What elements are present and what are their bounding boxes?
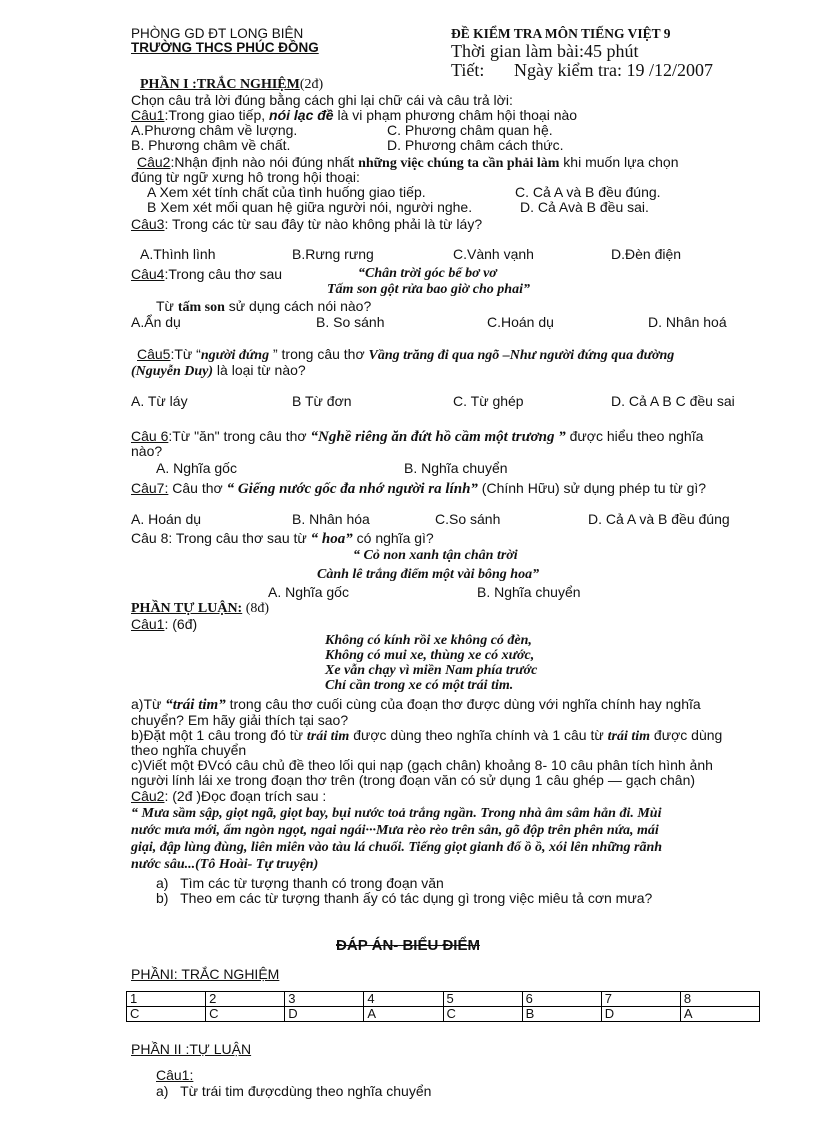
q1-option-a: A.Phương châm về lượng.	[131, 122, 298, 138]
c2-passage-line1: “ Mưa sầm sập, giọt ngã, giọt bay, bụi nước toả trắng ngần. Trong nhà âm sâm hẳn đi. Mùi	[131, 806, 662, 821]
answer-value-8: A	[680, 1007, 759, 1022]
q3-label: Câu3	[131, 216, 165, 232]
c2-question-a: a) Tìm các từ tượng thanh có trong đoạn văn	[156, 875, 444, 891]
header-exam-date: Ngày kiểm tra: 19 /12/2007	[514, 60, 713, 80]
q8-text-post: có nghĩa gì?	[352, 530, 434, 546]
q1-label: Câu1	[131, 107, 165, 123]
c1-poem-line3: Xe vẫn chạy vì miền Nam phía trước	[325, 663, 538, 678]
q3-text: : Trong các từ sau đây từ nào không phải là từ láy?	[164, 216, 483, 232]
q5-text-pre: :Từ “	[170, 346, 201, 362]
c1a-text-pre: a)Từ	[131, 696, 166, 712]
q3-option-c: C.Vành vạnh	[453, 246, 534, 262]
q8-emphasis: “ hoa”	[310, 531, 353, 547]
c1-poem-line1: Không có kính rồi xe không có đèn,	[325, 633, 532, 648]
q8-text-pre: Trong câu thơ sau từ	[172, 530, 311, 546]
q2-option-b: B Xem xét mối quan hệ giữa người nói, người nghe.	[147, 199, 473, 215]
q2-text-pre: :Nhận định nào nói đúng nhất	[170, 154, 359, 170]
answer-value-4: A	[364, 1007, 443, 1022]
part2-heading	[131, 601, 269, 617]
q5-stem-line2	[131, 362, 306, 380]
q7-stem	[131, 480, 706, 497]
c1-question-a	[131, 696, 701, 713]
q7-verse: “ Giếng nước gốc đa nhớ người ra lính”	[226, 481, 478, 497]
part2-points: (8đ)	[242, 601, 270, 616]
q8-label: Câu 8:	[131, 530, 173, 546]
q2-option-a: A Xem xét tính chất của tình huống giao tiếp.	[147, 184, 426, 200]
q2-stem-line2: đúng từ ngữ xưng hô trong hội thoại:	[131, 169, 360, 185]
c1-label: Câu1	[131, 616, 165, 632]
c1-points: : (6đ)	[164, 616, 198, 632]
q4-option-d: D. Nhân hoá	[648, 314, 727, 330]
header-duration: Thời gian làm bài:45 phút	[451, 41, 639, 61]
q6-verse: “Nghề riêng ăn đứt hồ cầm một trương ”	[310, 429, 566, 445]
q8-option-b: B. Nghĩa chuyển	[477, 584, 581, 600]
c1-poem-line2: Không có mui xe, thùng xe có xước,	[325, 648, 535, 663]
q7-option-a: A. Hoán dụ	[131, 511, 202, 527]
q2-label: Câu2	[137, 154, 171, 170]
c1-question-c-line2: người lính lái xe trong đoạn thơ trên (trong đoạn văn có sử dụng 1 câu ghép — gạch chân)	[131, 772, 696, 788]
header-school: TRƯỜNG THCS PHÚC ĐỒNG	[131, 40, 319, 55]
c1-heading	[131, 616, 197, 632]
answer-value-3: D	[285, 1007, 364, 1022]
q6-stem	[131, 428, 703, 445]
c1-poem-line4: Chỉ cần trong xe có một trái tim.	[325, 678, 514, 693]
q4-question-post: sử dụng cách nói nào?	[224, 298, 372, 314]
c1a-text-post: trong câu thơ cuối cùng của đoạn thơ được dùng với nghĩa chính hay nghĩa	[225, 696, 701, 712]
q8-option-a: A. Nghĩa gốc	[268, 584, 349, 600]
q4-verse-line1: “Chân trời góc bể bơ vơ	[358, 266, 497, 281]
q2-option-d: D. Cả Avà B đều sai.	[520, 199, 649, 215]
c2-label: Câu2	[131, 788, 165, 804]
answer-value-5: C	[443, 1007, 522, 1022]
q6-stem-line2: nào?	[131, 443, 163, 459]
q4-verse-line2: Tấm son gột rửa bao giờ cho phai”	[327, 282, 530, 297]
c2-passage-line3: giại, đập lùng đùng, liên miên vào tàu lá chuối. Tiếng giọt gianh đổ ồ ồ, xói lên những rãnh	[131, 840, 663, 855]
answer-value-7: D	[601, 1007, 680, 1022]
q2-emphasis: những việc chúng ta cần phải làm	[358, 156, 560, 171]
c2-question-b: b) Theo em các từ tượng thanh ấy có tác dụng gì trong việc miêu tả cơn mưa?	[156, 890, 653, 906]
c1-question-c: c)Viết một ĐVcó câu chủ đề theo lối qui nạp (gạch chân) khoảng 8- 10 câu phân tích hình ảnh	[131, 757, 713, 773]
q6-label: Câu 6	[131, 428, 169, 444]
q1-emphasis: nói lạc đề	[269, 107, 334, 123]
q7-option-c: C.So sánh	[435, 511, 501, 527]
answer-number-7: 7	[601, 992, 680, 1007]
q5-text-mid: ” trong câu thơ	[269, 346, 369, 362]
q4-question-pre: Từ	[156, 298, 178, 314]
answer-part2-heading: PHẦN II :TỰ LUẬN	[131, 1041, 252, 1057]
answer-table	[126, 991, 760, 1022]
c1-question-a-line2: chuyển? Em hãy giải thích tại sao?	[131, 712, 349, 728]
answer-part1-heading: PHẦNI: TRẮC NGHIỆM	[131, 966, 280, 982]
answer-number-2: 2	[206, 992, 285, 1007]
c2-heading	[131, 788, 326, 804]
c1b-text-post: được dùng	[650, 727, 723, 743]
c2-intro: : (2đ )Đọc đoạn trích sau :	[164, 788, 327, 804]
q4-text: :Trong câu thơ sau	[164, 266, 283, 282]
q7-option-b: B. Nhân hóa	[292, 511, 370, 527]
answer-c1-heading: Câu1:	[156, 1067, 194, 1083]
header-department: PHÒNG GD ĐT LONG BIÊN	[131, 26, 304, 41]
c2-passage-line2: nước mưa mới, ấm ngòn ngọt, ngai ngái···Mưa rèo rèo trên sân, gõ độp trên phên nứa, mái	[131, 823, 659, 838]
q6-option-a: A. Nghĩa gốc	[156, 460, 237, 476]
answer-table-row-answers	[127, 1007, 760, 1022]
c1b-text-pre: b)Đặt một 1 câu trong đó từ	[131, 727, 307, 743]
q5-option-d: D. Cả A B C đều sai	[611, 393, 735, 409]
c1-question-b-line2: theo nghĩa chuyển	[131, 742, 247, 758]
q7-label: Câu7:	[131, 480, 169, 496]
c2-passage-line4: nước sâu...(Tô Hoài- Tự truyện)	[131, 857, 319, 872]
q5-option-b: B Từ đơn	[292, 393, 352, 409]
q8-stem	[131, 530, 434, 547]
q5-option-c: C. Từ ghép	[453, 393, 524, 409]
q8-verse-line1: “ Cỏ non xanh tận chân trời	[353, 548, 518, 563]
q7-text-pre: Câu thơ	[168, 480, 227, 496]
c1b-text-mid: được dùng theo nghĩa chính và 1 câu từ	[349, 727, 608, 743]
q1-stem	[131, 107, 577, 123]
answer-number-6: 6	[522, 992, 601, 1007]
c1b-emphasis-1: trái tim	[306, 729, 350, 744]
q5-author: (Nguyễn Duy)	[131, 364, 214, 379]
q6-option-b: B. Nghĩa chuyển	[404, 460, 508, 476]
q3-stem	[131, 216, 482, 232]
part1-heading	[140, 77, 323, 93]
q3-option-d: D.Đèn điện	[611, 246, 682, 262]
q5-emphasis: người đứng	[200, 348, 270, 363]
q4-option-a: A.Ẩn dụ	[131, 314, 181, 330]
q5-label: Câu5	[137, 346, 171, 362]
q7-text-post: (Chính Hữu) sử dụng phép tu từ gì?	[477, 480, 707, 496]
q2-option-c: C. Cả A và B đều đúng.	[515, 184, 661, 200]
answer-value-6: B	[522, 1007, 601, 1022]
q7-option-d: D. Cả A và B đều đúng	[588, 511, 730, 527]
q6-text-post: được hiểu theo nghĩa	[565, 428, 704, 444]
q1-text-post: là vi phạm phương châm hội thoại nào	[333, 107, 578, 123]
q1-option-d: D. Phương châm cách thức.	[387, 137, 564, 153]
q3-option-b: B.Rưng rưng	[292, 246, 374, 262]
q4-stem	[131, 266, 282, 282]
header-exam-title: ĐỀ KIỂM TRA MÔN TIẾNG VIỆT 9	[451, 26, 671, 41]
q4-question-emphasis: tấm son	[177, 300, 225, 315]
q6-text-pre: :Từ "ăn" trong câu thơ	[168, 428, 311, 444]
answer-title: ĐÁP ÁN- BIỂU ĐIỂM	[336, 937, 480, 954]
answer-number-4: 4	[364, 992, 443, 1007]
q5-option-a: A. Từ láy	[131, 393, 188, 409]
answer-c1a: a) Từ trái tim đượcdùng theo nghĩa chuyển	[156, 1083, 432, 1099]
answer-table-row-numbers	[127, 992, 760, 1007]
q4-label: Câu4	[131, 266, 165, 282]
q1-text-pre: :Trong giao tiếp,	[164, 107, 270, 123]
part2-title: PHẦN TỰ LUẬN:	[131, 601, 243, 616]
q5-text-post: là loại từ nào?	[213, 362, 306, 378]
answer-number-1: 1	[127, 992, 206, 1007]
q8-verse-line2: Cành lê trắng điểm một vài bông hoa”	[317, 567, 540, 582]
part1-instruction: Chọn câu trả lời đúng bằng cách ghi lại chữ cái và câu trả lời:	[131, 92, 513, 108]
answer-number-8: 8	[680, 992, 759, 1007]
q1-option-c: C. Phương châm quan hệ.	[387, 122, 553, 138]
q5-verse: Vầng trăng đi qua ngõ –Như người đứng qua đường	[368, 348, 675, 363]
q1-option-b: B. Phương châm về chất.	[131, 137, 291, 153]
q4-option-c: C.Hoán dụ	[487, 314, 554, 330]
c1a-emphasis: “trái tim”	[165, 697, 226, 713]
q3-option-a: A.Thình lình	[140, 246, 216, 262]
answer-number-3: 3	[285, 992, 364, 1007]
q4-option-b: B. So sánh	[316, 314, 385, 330]
answer-number-5: 5	[443, 992, 522, 1007]
part1-title: PHẦN I :TRẮC NGHIỆM	[140, 77, 300, 92]
part1-points: (2đ)	[299, 77, 324, 92]
answer-value-2: C	[206, 1007, 285, 1022]
c1b-emphasis-2: trái tim	[607, 729, 651, 744]
answer-value-1: C	[127, 1007, 206, 1022]
q2-text-post: khi muốn lựa chọn	[559, 154, 679, 170]
header-period: Tiết:	[451, 60, 485, 80]
